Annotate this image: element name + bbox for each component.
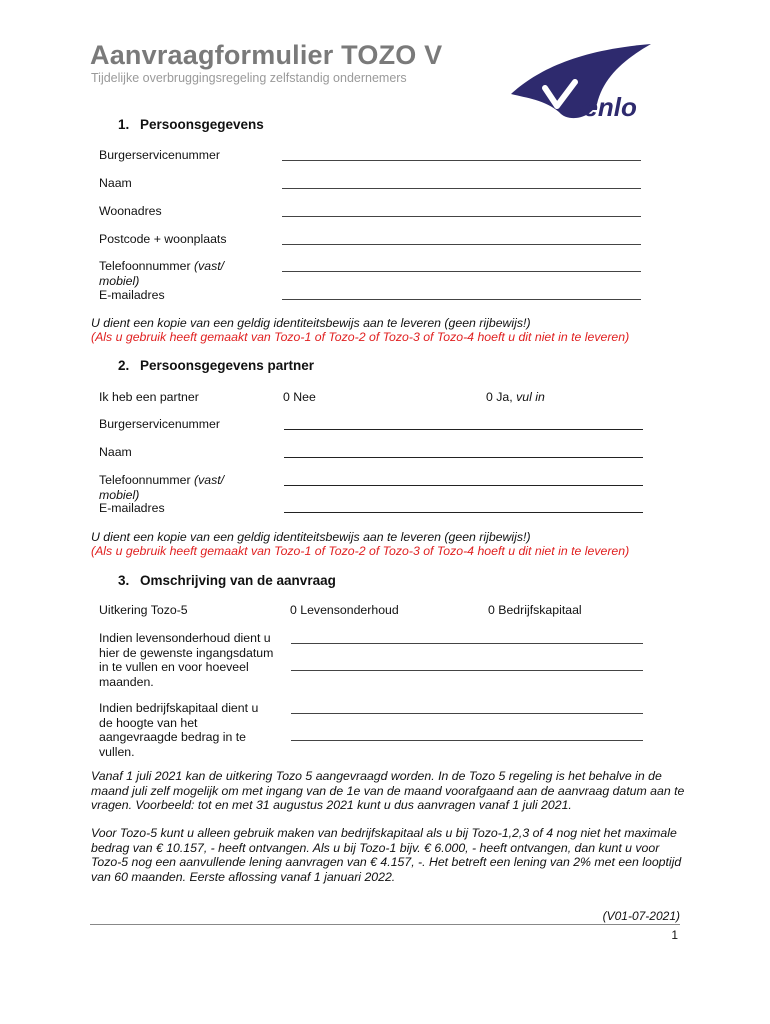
input-line-bedrag-1[interactable] xyxy=(291,713,643,714)
section3-heading xyxy=(118,573,336,588)
section1-heading xyxy=(118,117,264,132)
label-telefoon-text: Telefoonnummer xyxy=(99,259,191,273)
option-levensonderhoud[interactable]: 0 Levensonderhoud xyxy=(290,603,399,617)
input-line-partner-naam[interactable] xyxy=(284,457,643,458)
label-naam: Naam xyxy=(99,176,132,190)
input-line-telefoon[interactable] xyxy=(282,271,641,272)
section1-number: 1. xyxy=(118,117,130,132)
section2-warning-red: (Als u gebruik heeft gemaakt van Tozo-1 of Tozo-2 of Tozo-3 of Tozo-4 hoeft u dit niet in te leveren) xyxy=(91,544,630,558)
option-ja[interactable] xyxy=(486,390,545,405)
section1-title: Persoonsgegevens xyxy=(140,117,264,132)
label-bsn: Burgerservicenummer xyxy=(99,148,220,162)
section1-warning: U dient een kopie van een geldig identiteitsbewijs aan te leveren (geen rijbewijs!) xyxy=(91,316,531,330)
section3-title: Omschrijving van de aanvraag xyxy=(140,573,336,588)
input-line-bedrag-2[interactable] xyxy=(291,740,643,741)
label-partner-bsn: Burgerservicenummer xyxy=(99,417,220,431)
version-label: (V01-07-2021) xyxy=(602,909,680,923)
option-nee[interactable]: 0 Nee xyxy=(283,390,316,404)
section2-heading xyxy=(118,358,314,373)
paragraph-tozo5-info: Vanaf 1 juli 2021 kan de uitkering Tozo 5 aangevraagd worden. In de Tozo 5 regeling is het behalve in de maand juli zelf mogelijk om met ingang van de 1e van de maand voorafgaand aan de aanvraag datum aan te vragen. Voorbeeld: tot en met 31 augustus 2021 kunt u dus aanvragen vanaf 1 juli 2021. xyxy=(91,769,685,813)
option-ja-note: vul in xyxy=(516,390,545,404)
label-uitkering: Uitkering Tozo-5 xyxy=(99,603,188,617)
label-postcode: Postcode + woonplaats xyxy=(99,232,227,246)
input-line-naam[interactable] xyxy=(282,188,641,189)
footer-divider xyxy=(90,924,680,925)
section2-title: Persoonsgegevens partner xyxy=(140,358,315,373)
option-ja-text: 0 Ja, xyxy=(486,390,513,404)
label-partner-naam: Naam xyxy=(99,445,132,459)
label-partner-telefoon-text: Telefoonnummer xyxy=(99,473,191,487)
bedrijfskapitaal-instruction: Indien bedrijfskapitaal dient u de hoogte van het aangevraagde bedrag in te vullen. xyxy=(99,701,259,759)
label-partner-telefoon xyxy=(99,473,259,502)
input-line-partner-email[interactable] xyxy=(284,512,643,513)
paragraph-bedrijfskapitaal-info: Voor Tozo-5 kunt u alleen gebruik maken van bedrijfskapitaal als u bij Tozo-1,2,3 of 4 nog niet het maximale bedrag van € 10.157, - heeft ontvangen. Als u bij Tozo-1 bijv. € 6.000, - heeft ontvangen, dan kunt u voor Tozo-5 nog een aanvullende lening aanvragen van € 4.157, -. Het betreft een lening van 2% met een looptijd van 60 maanden. Eerste aflossing vanaf 1 januari 2022. xyxy=(91,826,682,884)
input-line-woonadres[interactable] xyxy=(282,216,641,217)
section2-warning: U dient een kopie van een geldig identiteitsbewijs aan te leveren (geen rijbewijs!) xyxy=(91,530,531,544)
logo-text: venlo xyxy=(569,92,637,122)
label-woonadres: Woonadres xyxy=(99,204,162,218)
input-line-partner-telefoon[interactable] xyxy=(284,485,643,486)
input-line-postcode[interactable] xyxy=(282,244,641,245)
levensonderhoud-instruction: Indien levensonderhoud dient u hier de gewenste ingangsdatum in te vullen en voor hoeveel maanden. xyxy=(99,631,274,689)
page-title: Aanvraagformulier TOZO V xyxy=(90,40,443,70)
page-subtitle: Tijdelijke overbruggingsregeling zelfstandig ondernemers xyxy=(91,71,407,85)
label-telefoon-note: (vast/ mobiel) xyxy=(99,259,225,288)
input-line-email[interactable] xyxy=(282,299,641,300)
label-partner-email: E-mailadres xyxy=(99,501,165,515)
option-bedrijfskapitaal[interactable]: 0 Bedrijfskapitaal xyxy=(488,603,582,617)
label-telefoon xyxy=(99,259,259,288)
input-line-maanden[interactable] xyxy=(291,670,643,671)
section3-number: 3. xyxy=(118,573,130,588)
label-email: E-mailadres xyxy=(99,288,165,302)
label-partner-telefoon-note: (vast/ mobiel) xyxy=(99,473,225,502)
input-line-ingangsdatum[interactable] xyxy=(291,643,643,644)
input-line-partner-bsn[interactable] xyxy=(284,429,643,430)
label-partner: Ik heb een partner xyxy=(99,390,199,404)
page-number: 1 xyxy=(671,928,678,942)
section2-number: 2. xyxy=(118,358,130,373)
input-line-bsn[interactable] xyxy=(282,160,641,161)
section1-warning-red: (Als u gebruik heeft gemaakt van Tozo-1 of Tozo-2 of Tozo-3 of Tozo-4 hoeft u dit niet in te leveren) xyxy=(91,330,630,344)
venlo-logo xyxy=(505,42,655,130)
